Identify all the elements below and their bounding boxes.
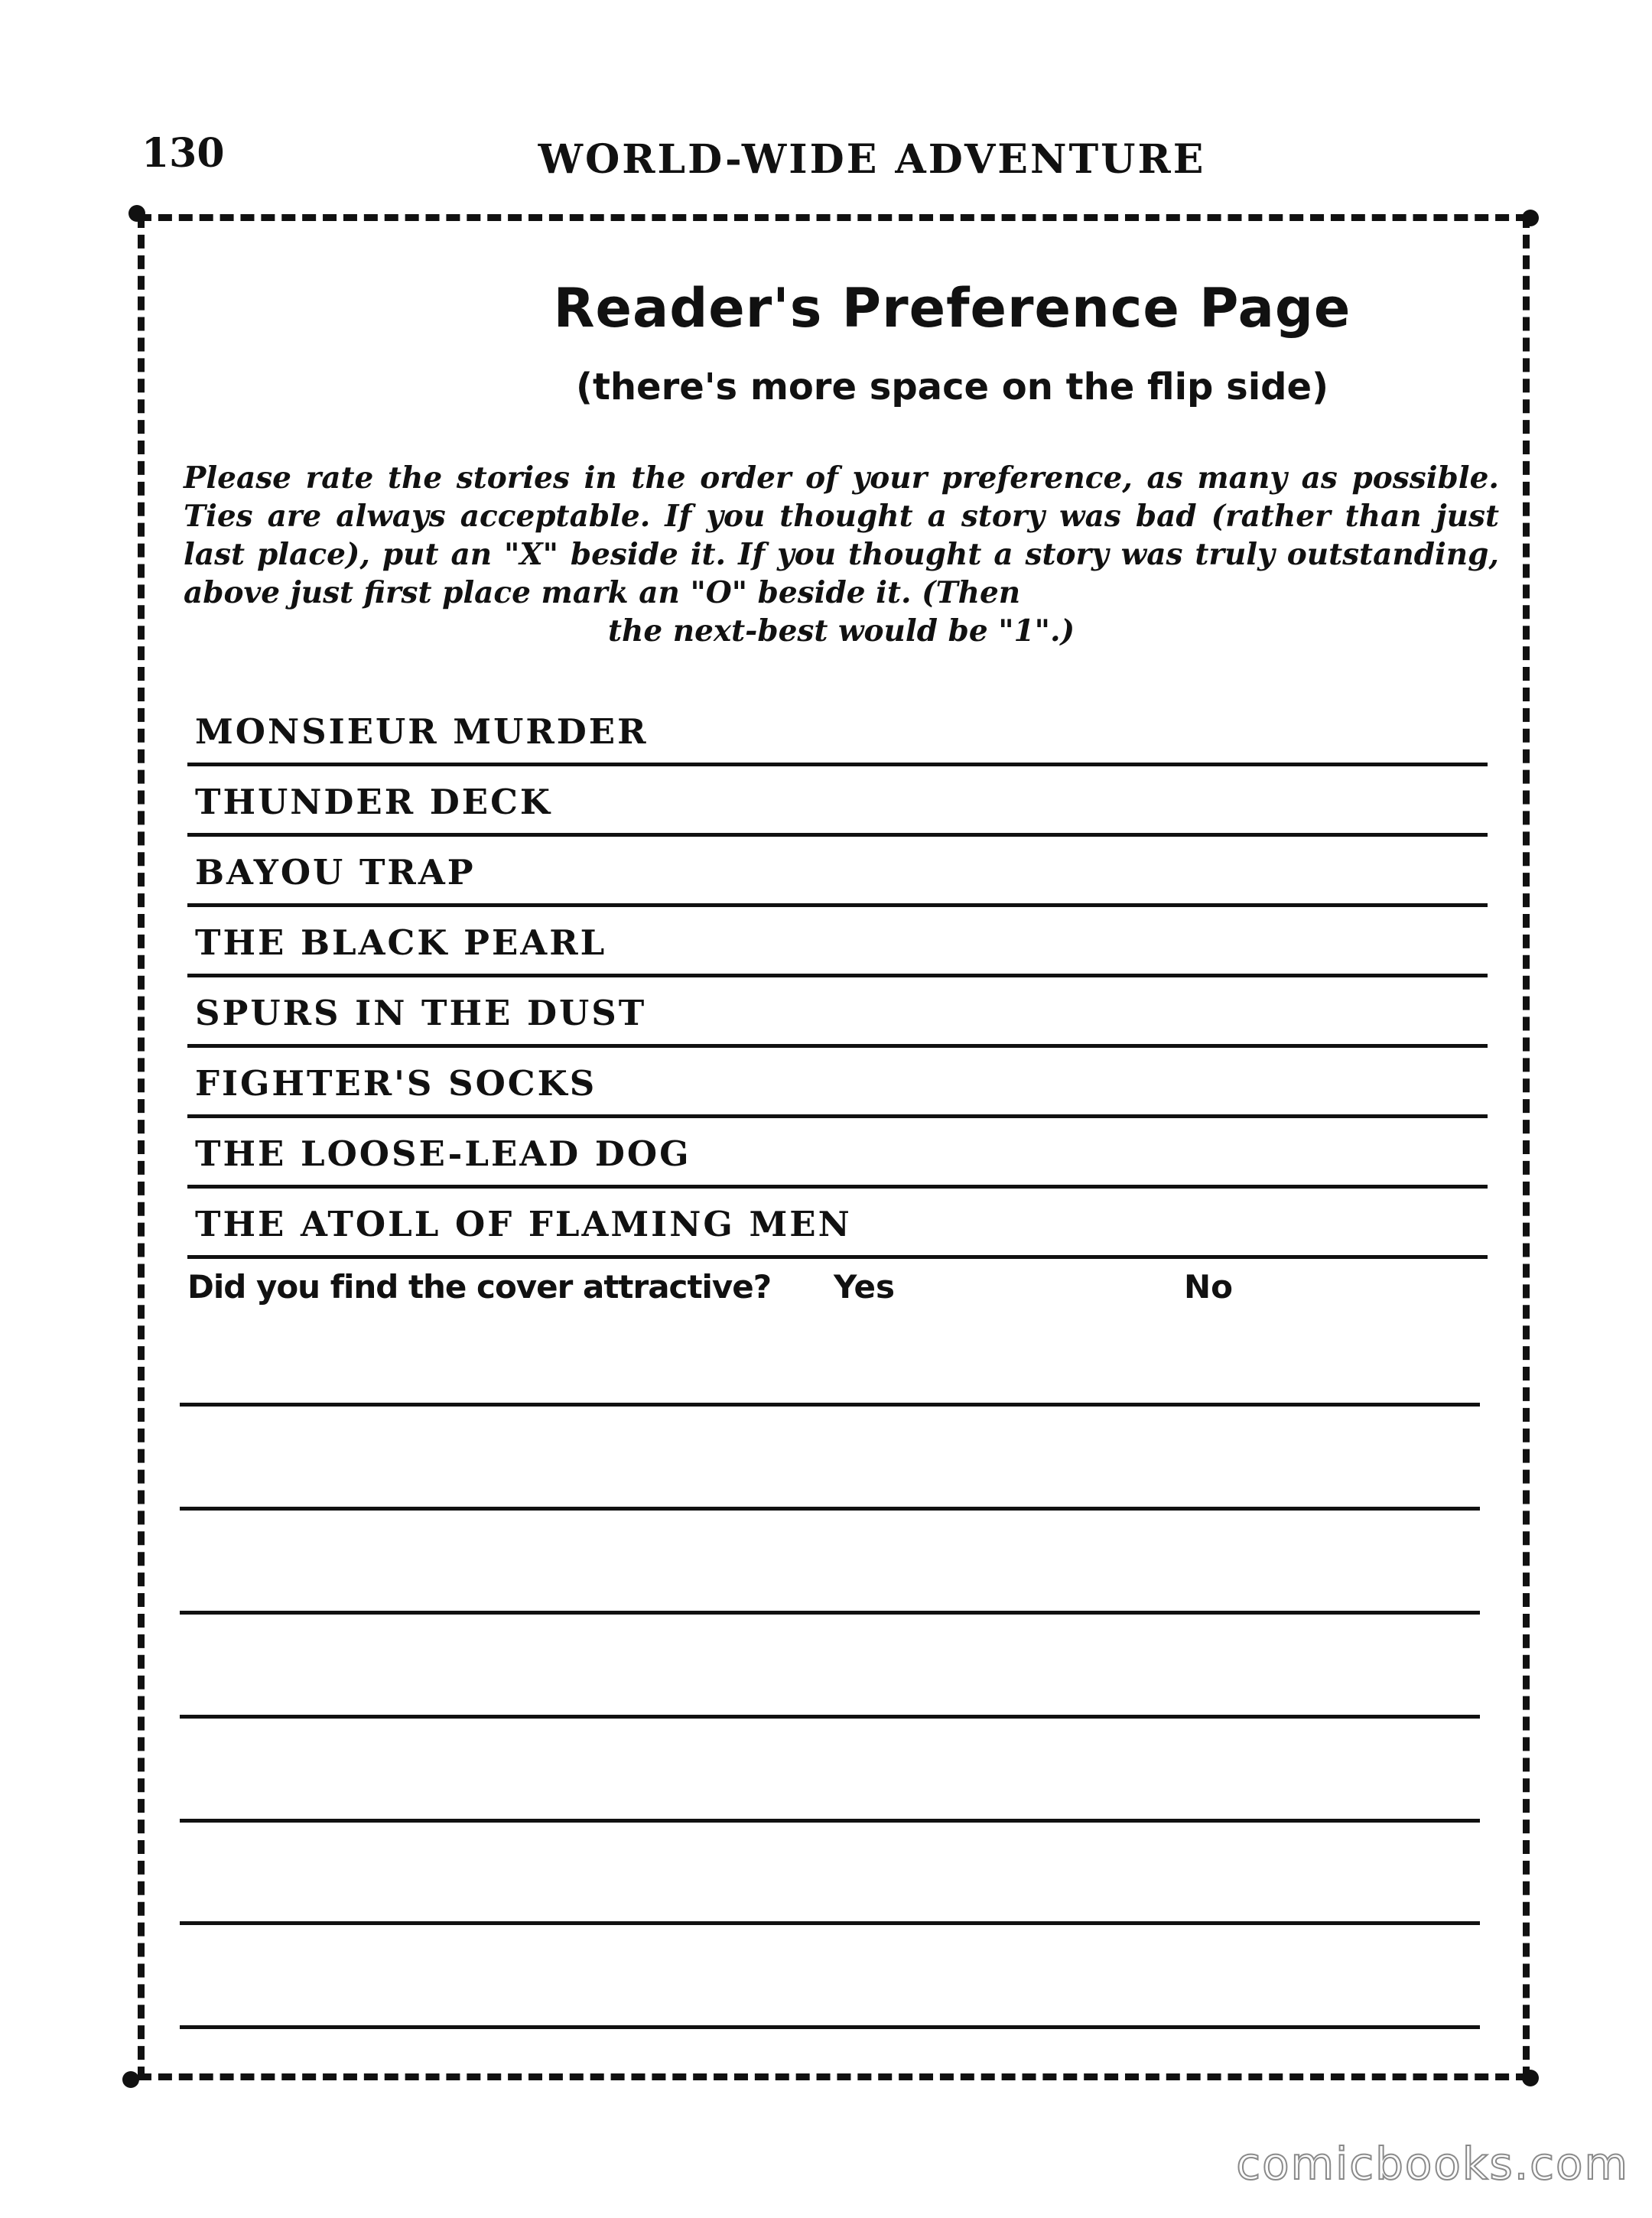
site-watermark: comicbooks.com — [1236, 2138, 1629, 2190]
rating-instructions-last-line: the next-best would be "1".) — [607, 613, 1075, 649]
cover-no-option[interactable]: No — [1184, 1268, 1234, 1306]
story-rating-line[interactable] — [187, 696, 1488, 766]
story-rating-line[interactable] — [187, 1189, 1488, 1259]
story-title: MONSIEUR MURDER — [195, 711, 649, 752]
rating-instructions: Please rate the stories in the order of your preference, as many as possible. Ties are always acceptable. If you thought a story was bad (rather than just last place), put an "X" beside it. If you thought a story was truly outstanding, above just first place mark an "O" beside it. (Then — [184, 460, 1499, 610]
comment-write-line[interactable] — [180, 1611, 1480, 1615]
comment-write-line[interactable] — [180, 1819, 1480, 1823]
story-rating-line[interactable] — [187, 837, 1488, 907]
story-rating-list — [187, 696, 1488, 1259]
story-title: THE ATOLL OF FLAMING MEN — [195, 1204, 852, 1244]
frame-corner-ornament — [1522, 2070, 1539, 2086]
story-rating-line[interactable] — [187, 1048, 1488, 1118]
story-rating-line[interactable] — [187, 1118, 1488, 1189]
running-title: WORLD-WIDE ADVENTURE — [538, 136, 1206, 183]
page-number: 130 — [141, 130, 225, 177]
story-title: THE LOOSE-LEAD DOG — [195, 1133, 691, 1174]
page-header — [141, 115, 1541, 207]
story-rating-line[interactable] — [187, 766, 1488, 837]
comment-write-line[interactable] — [180, 1715, 1480, 1719]
story-title: FIGHTER'S SOCKS — [195, 1063, 597, 1104]
story-rating-line[interactable] — [187, 907, 1488, 977]
story-title: BAYOU TRAP — [195, 852, 476, 893]
frame-corner-ornament — [122, 2071, 139, 2088]
frame-corner-ornament — [128, 205, 145, 222]
story-rating-line[interactable] — [187, 977, 1488, 1048]
comment-write-line[interactable] — [180, 1507, 1480, 1511]
story-title: THUNDER DECK — [195, 782, 553, 822]
comment-write-line[interactable] — [180, 2025, 1480, 2029]
form-subtitle: (there's more space on the flip side) — [576, 366, 1328, 408]
cover-question: Did you find the cover attractive? — [187, 1268, 772, 1306]
story-title: THE BLACK PEARL — [195, 922, 607, 963]
comment-write-line[interactable] — [180, 1403, 1480, 1407]
cover-yes-option[interactable]: Yes — [834, 1268, 896, 1306]
form-title: Reader's Preference Page — [553, 277, 1351, 340]
frame-corner-ornament — [1522, 210, 1539, 226]
comment-write-line[interactable] — [180, 1921, 1480, 1925]
story-title: SPURS IN THE DUST — [195, 993, 647, 1033]
